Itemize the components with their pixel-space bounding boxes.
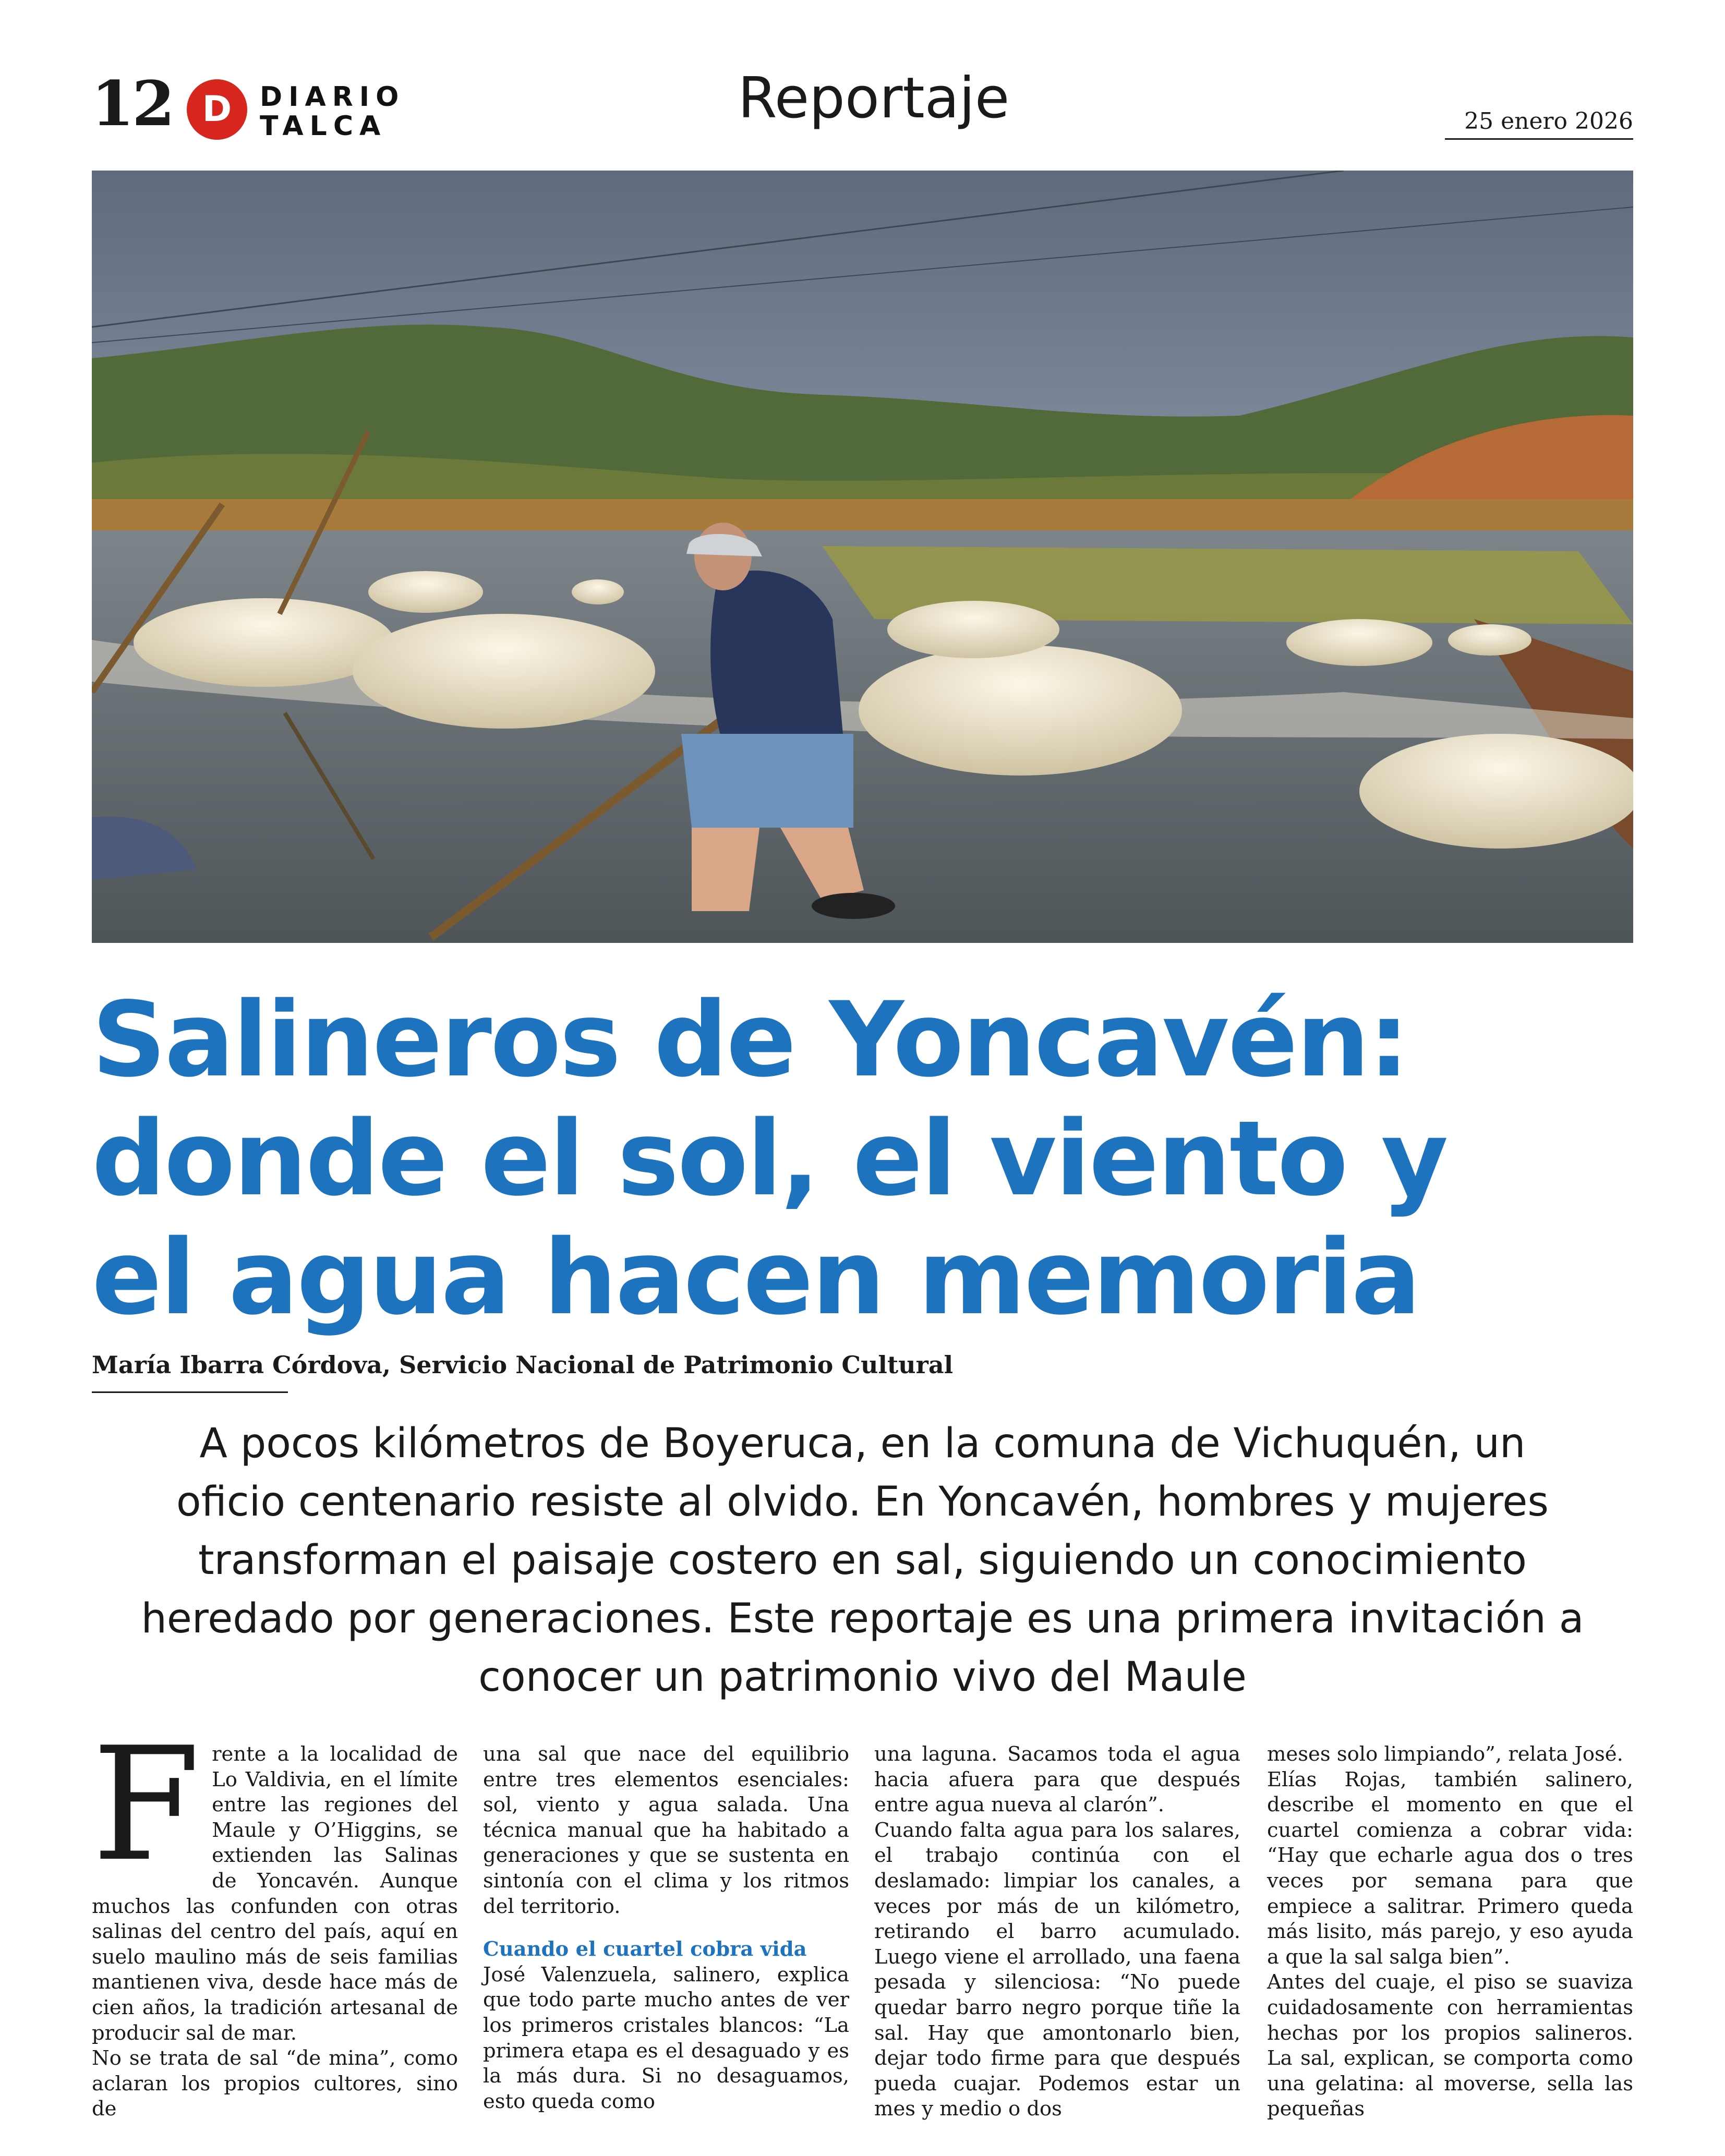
logo-mark-icon — [187, 79, 247, 140]
byline-rule — [92, 1391, 288, 1393]
section-title: Reportaje — [738, 66, 1010, 131]
body-paragraph: José Valenzuela, salinero, explica que todo parte mucho antes de ver los primeros cristales blancos: “La primera etapa es el desaguado y es la más dura. Si no desaguamos, esto queda como — [483, 1963, 849, 2113]
logo-word-talca: TALCA — [260, 111, 387, 142]
salt-flats-photo — [92, 171, 1633, 943]
headline-line-1: Salineros de Yoncavén: — [92, 979, 1408, 1100]
headline-line-3: el agua hacen memoria — [92, 1217, 1420, 1338]
logo-word-diario: DIARIO — [260, 81, 405, 113]
lead-line-1: A pocos kilómetros de Boyeruca, en la comuna de Vichuquén, un — [199, 1420, 1526, 1467]
body-column-2 — [483, 1742, 849, 2114]
body-paragraph: Elías Rojas, también salinero, describe el momento en que el cuartel comienza a cobrar vida: “Hay que echarle agua dos o tres veces por semana para que empiece a salitrar. Primero queda más lisito, más parejo, y eso ayuda a que la sal salga bien”. — [1267, 1767, 1633, 1969]
lead-line-5: conocer un patrimonio vivo del Maule — [478, 1654, 1247, 1701]
body-paragraph: rente a la localidad de Lo Valdivia, en el límite entre las regiones del Maule y O’Higgins, se extienden las Salinas de Yoncavén. Aunque muchos las confunden con otras salinas del centro del país, aquí en suelo maulino más de seis familias mantienen viva, desde hace más de cien años, la tradición artesanal de producir sal de mar. — [92, 1742, 458, 2045]
subheading: Cuando el cuartel cobra vida — [483, 1937, 807, 1961]
date-rule — [1445, 138, 1633, 140]
body-paragraph: meses solo limpiando”, relata José. — [1267, 1742, 1623, 1766]
body-column-3 — [874, 1742, 1240, 2122]
logo-mark-letter: D — [202, 89, 232, 130]
body-paragraph: Cuando falta agua para los salares, el trabajo continúa con el deslamado: limpiar los canales, a veces por más de un kilómetro, retirando el barro acumulado. Luego viene el arrollado, una faena pesada y silenciosa: “No puede quedar barro negro porque tiñe la sal. Hay que amontonarlo bien, dejar todo firme para que después pueda cuajar. Podemos estar un mes y medio o dos — [874, 1818, 1240, 2121]
headline — [92, 980, 1605, 1337]
headline-line-2: donde el sol, el viento y — [92, 1098, 1447, 1219]
drop-cap: F — [92, 1714, 201, 1896]
lead-line-4: heredado por generaciones. Este reportaje es una primera invitación a — [141, 1595, 1584, 1642]
body-column-4 — [1267, 1742, 1633, 2122]
body-paragraph: No se trata de sal “de mina”, como aclaran los propios cultores, sino de — [92, 2046, 458, 2121]
body-paragraph: Antes del cuaje, el piso se suaviza cuidadosamente con herramientas hechas por los propios salineros. La sal, explican, se comporta como una gelatina: al moverse, sella las pequeñas — [1267, 1970, 1633, 2121]
body-paragraph: una sal que nace del equilibrio entre tres elementos esenciales: sol, viento y agua salada. Una técnica manual que ha habitado a generaciones y que se sustenta en sintonía con el clima y los ritmos del territorio. — [483, 1742, 849, 1918]
diario-talca-logo — [187, 79, 405, 142]
issue-date: 25 enero 2026 — [1464, 108, 1633, 135]
body-paragraph: una laguna. Sacamos toda el agua hacia afuera para que después entre agua nueva al clarón”. — [874, 1742, 1240, 1817]
body-column-1 — [92, 1714, 458, 2122]
page-number: 12 — [91, 67, 173, 140]
lead-line-3: transforman el paisaje costero en sal, siguiendo un conocimiento — [198, 1537, 1527, 1584]
lead-paragraph — [92, 1414, 1633, 1706]
lead-line-2: oficio centenario resiste al olvido. En Yoncavén, hombres y mujeres — [176, 1479, 1549, 1525]
byline: María Ibarra Córdova, Servicio Nacional de Patrimonio Cultural — [92, 1351, 954, 1379]
